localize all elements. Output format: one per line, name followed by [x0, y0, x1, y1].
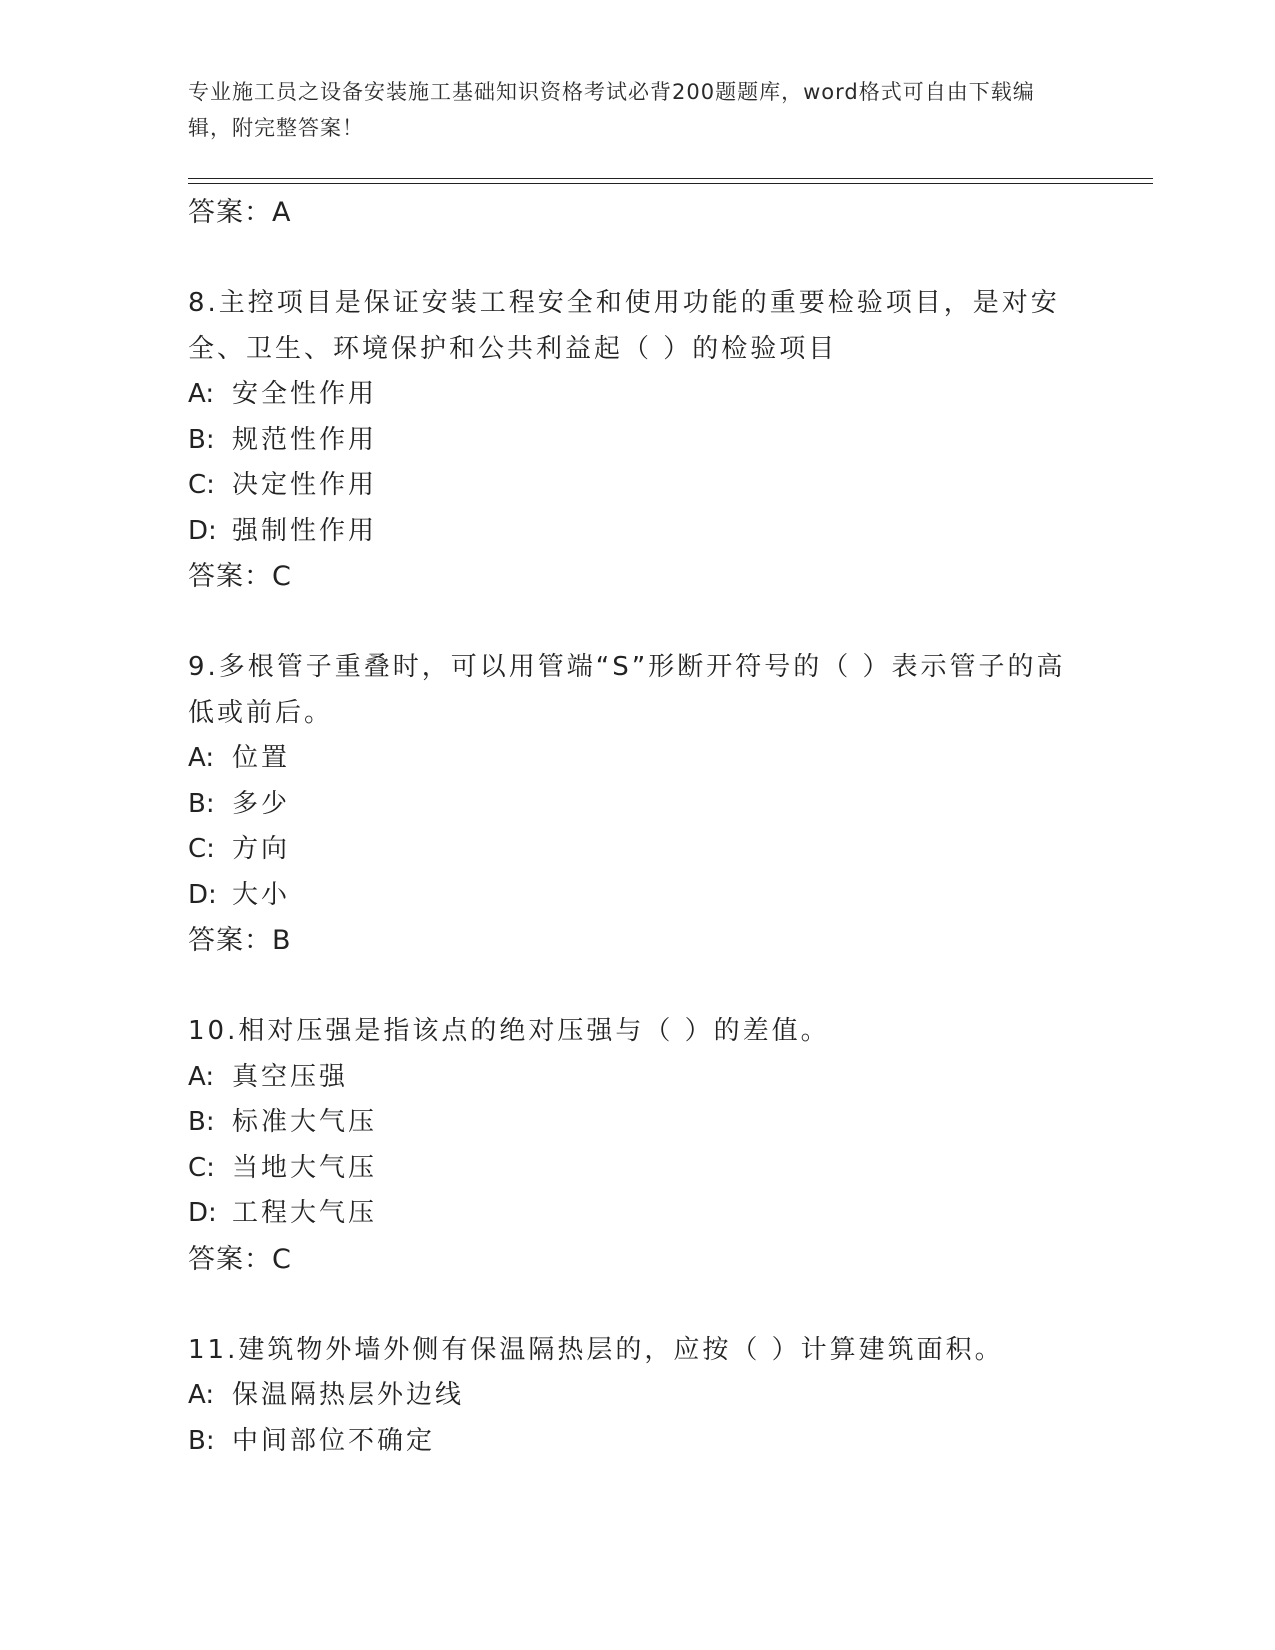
option-a	[188, 736, 1068, 782]
option-text: 保温隔热层外边线	[232, 1380, 465, 1410]
document-content	[188, 190, 1068, 1464]
question-text: 10.相对压强是指该点的绝对压强与（ ）的差值。	[188, 1016, 830, 1046]
option-label: A:	[188, 743, 215, 773]
option-text: 方向	[232, 834, 291, 864]
option-text: 工程大气压	[232, 1198, 378, 1228]
answer-line: 答案：B	[188, 925, 292, 956]
answer-line: 答案：C	[188, 561, 292, 592]
header-rule-bottom	[188, 183, 1153, 184]
spacer	[188, 1282, 1068, 1328]
option-b	[188, 1419, 1068, 1465]
option-text: 当地大气压	[232, 1152, 378, 1183]
option-text: 大小	[232, 879, 291, 910]
question-block	[188, 1009, 1068, 1282]
option-label: B:	[188, 424, 215, 455]
spacer	[188, 964, 1068, 1010]
option-label: D:	[188, 879, 217, 910]
option-text: 规范性作用	[232, 424, 378, 455]
option-text: 标准大气压	[232, 1107, 378, 1137]
option-b	[188, 418, 1068, 464]
option-label: D:	[188, 1198, 217, 1228]
option-a	[188, 372, 1068, 418]
option-text: 决定性作用	[232, 470, 378, 500]
option-label: B:	[188, 788, 215, 819]
option-c	[188, 1146, 1068, 1192]
spacer	[188, 236, 1068, 282]
option-a	[188, 1055, 1068, 1101]
option-text: 中间部位不确定	[232, 1425, 436, 1456]
header-rule-top	[188, 178, 1153, 179]
option-label: C:	[188, 1152, 215, 1183]
option-a	[188, 1373, 1068, 1419]
answer-line: 答案：C	[188, 1243, 292, 1275]
option-label: B:	[188, 1425, 215, 1456]
option-b	[188, 782, 1068, 828]
option-b	[188, 1100, 1068, 1146]
option-label: C:	[188, 470, 215, 500]
option-text: 位置	[232, 743, 291, 773]
option-label: C:	[188, 834, 215, 864]
option-label: A:	[188, 1061, 215, 1092]
question-block	[188, 645, 1068, 964]
option-c	[188, 463, 1068, 509]
option-text: 真空压强	[232, 1061, 349, 1092]
option-text: 强制性作用	[232, 515, 378, 546]
option-label: A:	[188, 379, 215, 409]
option-d	[188, 509, 1068, 555]
option-label: D:	[188, 515, 217, 546]
option-d	[188, 1191, 1068, 1237]
spacer	[188, 600, 1068, 646]
option-label: A:	[188, 1380, 215, 1410]
option-d	[188, 873, 1068, 919]
question-block	[188, 1328, 1068, 1465]
question-text: 9.多根管子重叠时，可以用管端“S”形断开符号的（ ）表示管子的高低或前后。	[188, 652, 1066, 728]
question-text: 11.建筑物外墙外侧有保温隔热层的，应按（ ）计算建筑面积。	[188, 1334, 1004, 1365]
option-c	[188, 827, 1068, 873]
answer-line: 答案：A	[188, 197, 292, 228]
question-block	[188, 281, 1068, 600]
option-text: 安全性作用	[232, 379, 378, 409]
option-text: 多少	[232, 788, 291, 819]
document-header: 专业施工员之设备安装施工基础知识资格考试必背200题题库，word格式可自由下载编辑，附完整答案！	[188, 80, 1035, 140]
question-text: 8.主控项目是保证安装工程安全和使用功能的重要检验项目，是对安全、卫生、环境保护和公共利益起（ ）的检验项目	[188, 288, 1060, 364]
option-label: B:	[188, 1107, 215, 1137]
